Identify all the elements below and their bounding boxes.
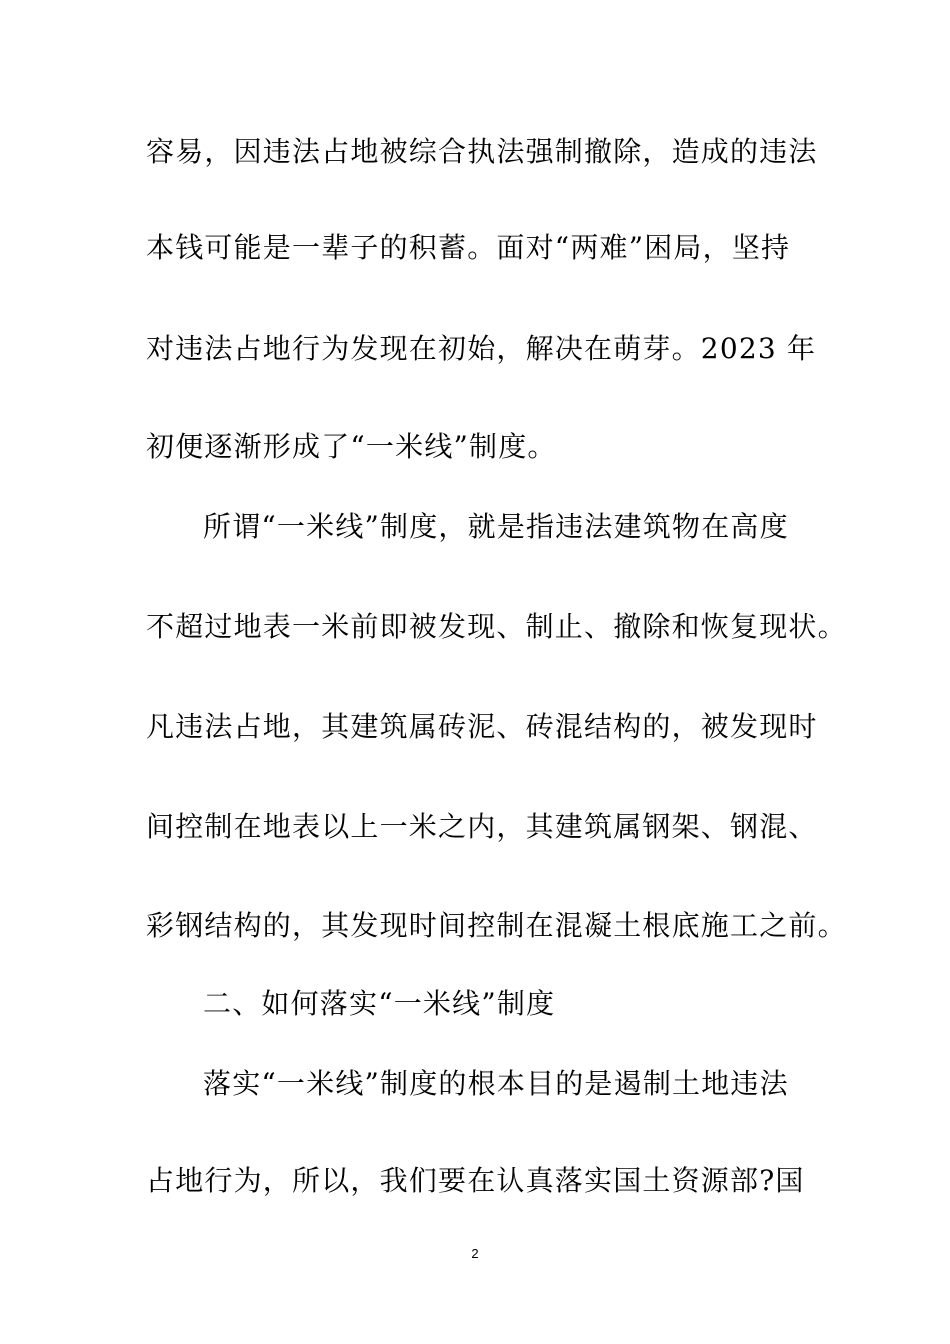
section-heading: 二、如何落实“一米线”制度 [203,987,556,1020]
paragraph-line-12: 占地行为，所以，我们要在认真落实国土资源部?国 [146,1164,805,1197]
paragraph-line-9: 彩钢结构的，其发现时间控制在混凝土根底施工之前。 [146,909,847,942]
paragraph-line-4: 初便逐渐形成了“一米线”制度。 [146,430,557,463]
paragraph-line-8: 间控制在地表以上一米之内，其建筑属钢架、钢混、 [146,810,818,843]
paragraph-line-5: 所谓“一米线”制度，就是指违法建筑物在高度 [203,510,789,543]
paragraph-line-6: 不超过地表一米前即被发现、制止、撤除和恢复现状。 [146,610,847,643]
paragraph-line-2: 本钱可能是一辈子的积蓄。面对“两难”困局，坚持 [146,231,791,264]
paragraph-line-3: 对违法占地行为发现在初始，解决在萌芽。2023 年 [146,332,817,365]
paragraph-line-1: 容易，因违法占地被综合执法强制撤除，造成的违法 [146,135,818,168]
paragraph-line-7: 凡违法占地，其建筑属砖泥、砖混结构的，被发现时 [146,710,818,743]
page-number: 2 [471,1246,479,1261]
paragraph-line-11: 落实“一米线”制度的根本目的是遏制土地违法 [203,1067,789,1100]
